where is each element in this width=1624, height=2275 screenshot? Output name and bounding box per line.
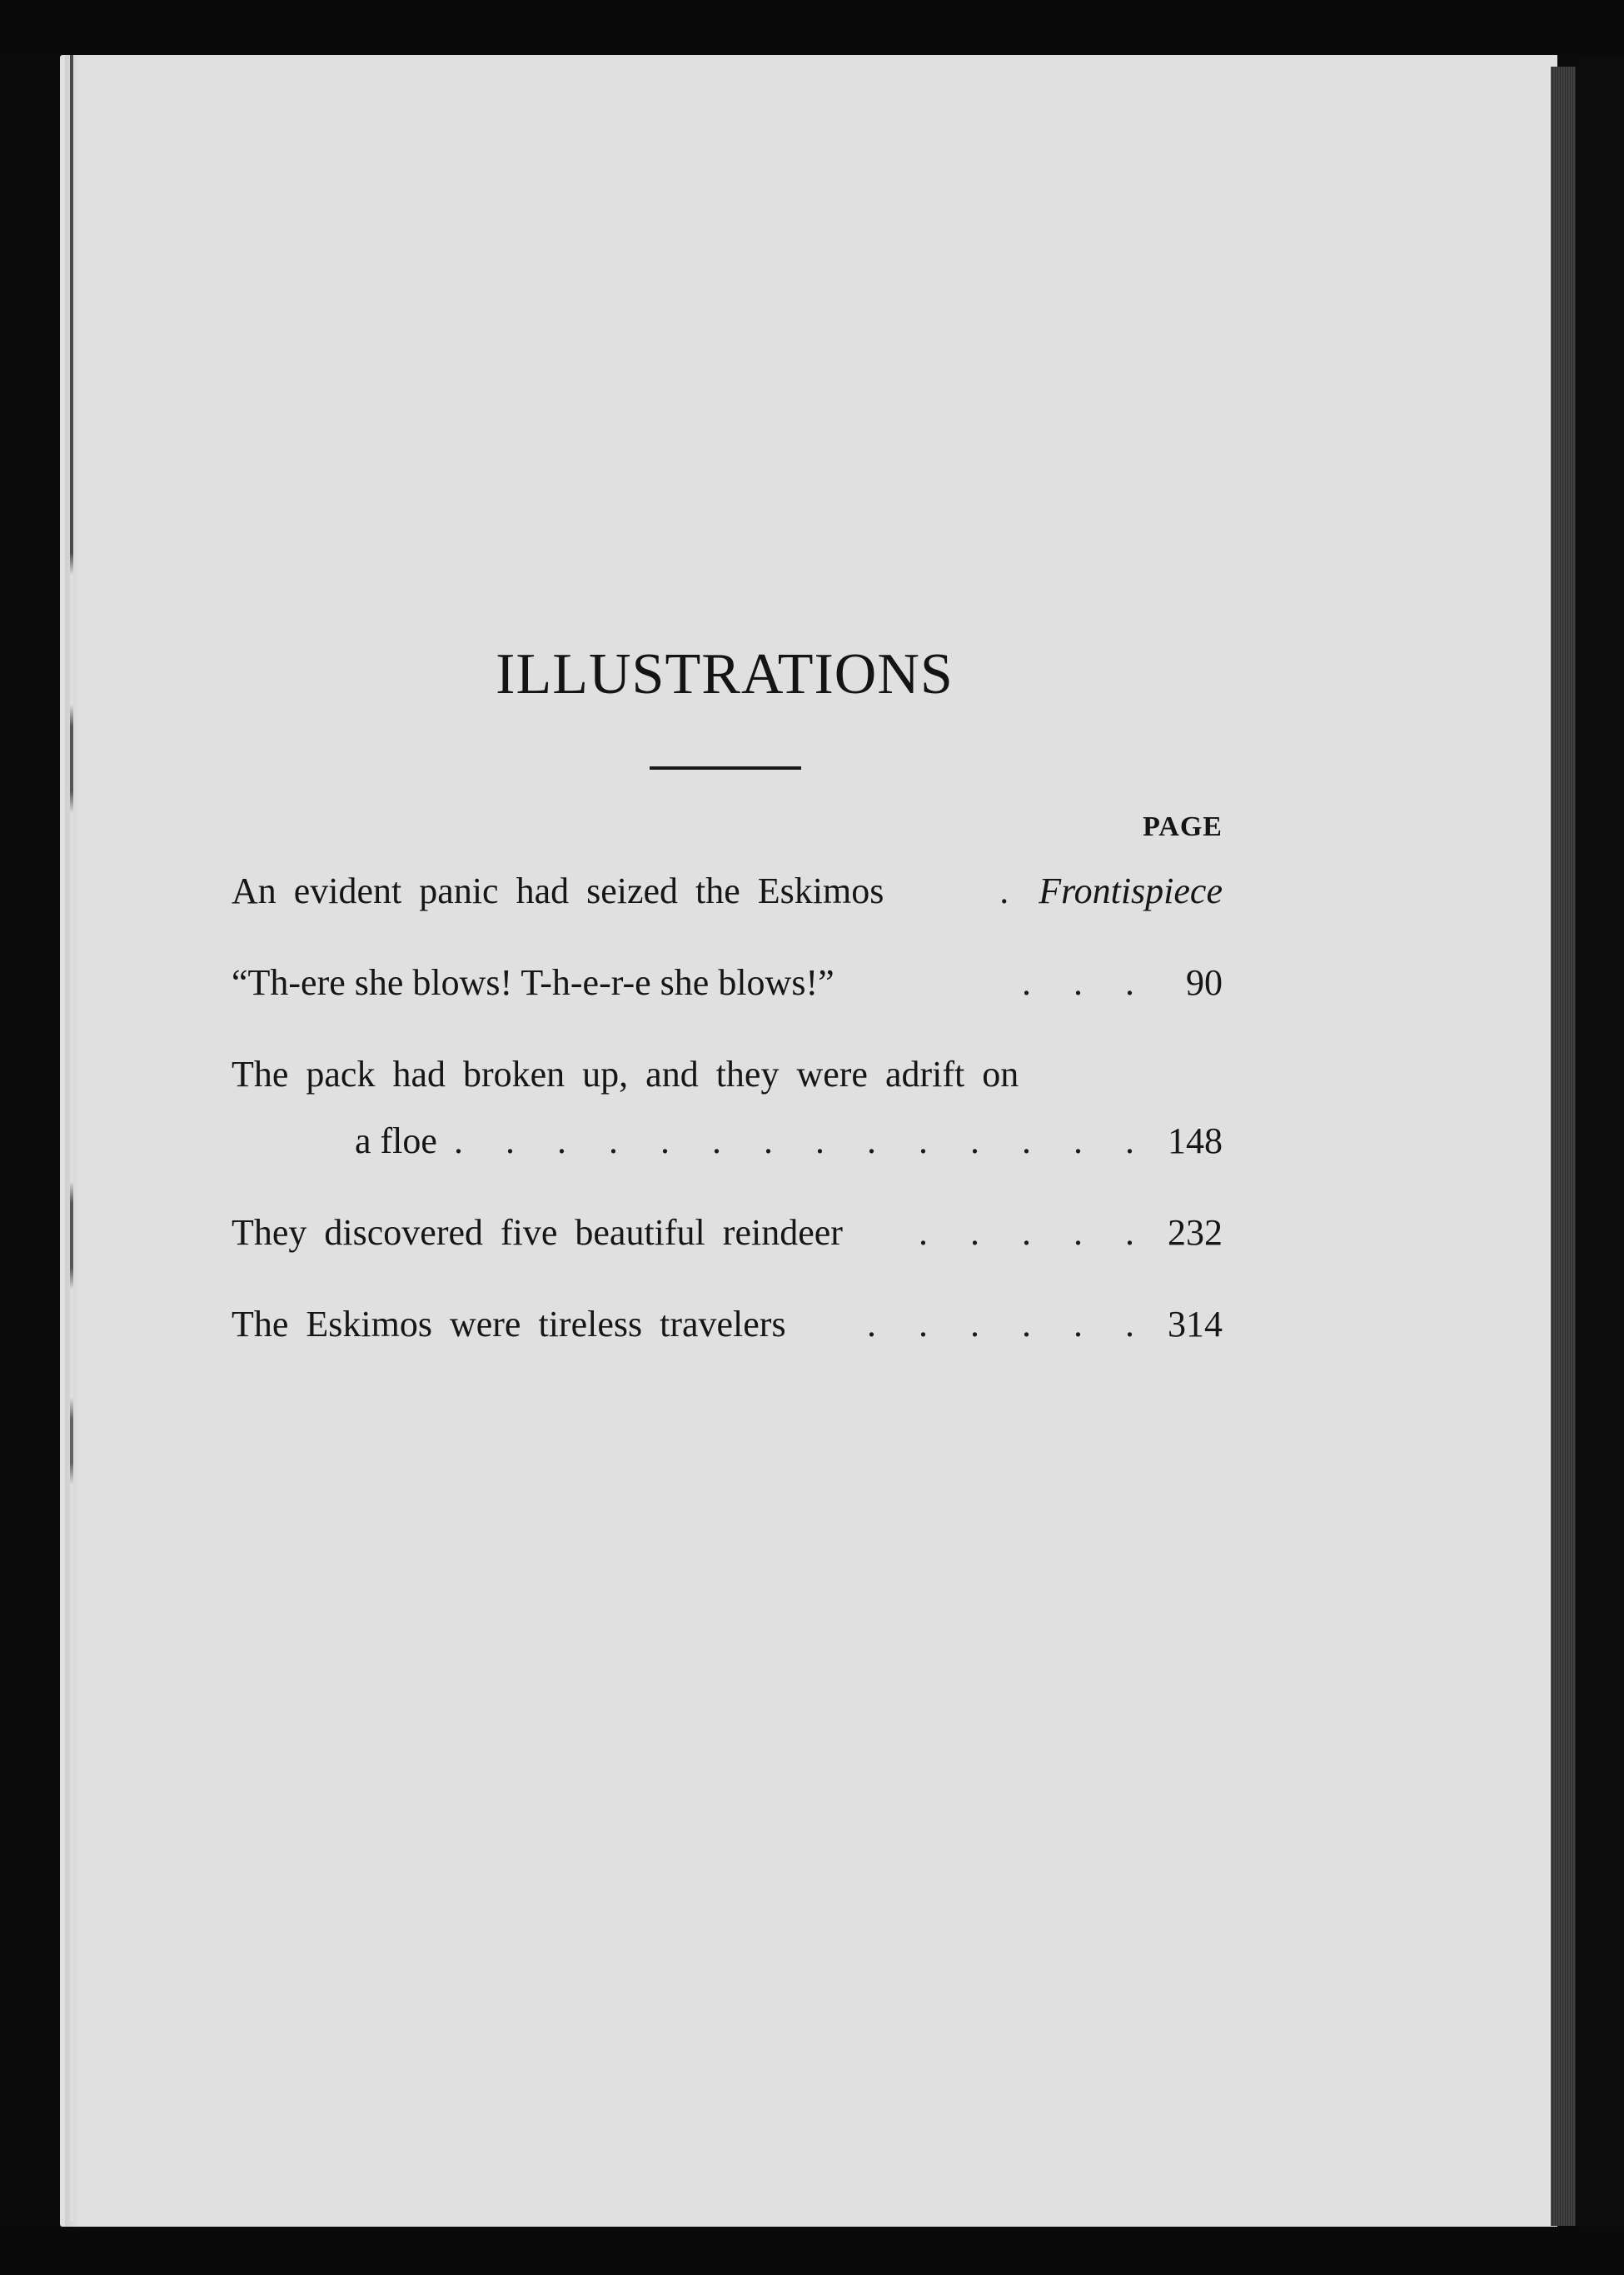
entry-title: They discovered five beautiful reindeer <box>232 1212 843 1253</box>
entry-page: Frontispiece <box>1039 871 1223 911</box>
dot-leader: . <box>999 871 1026 911</box>
list-item <box>232 1041 1223 1108</box>
list-item <box>232 950 1223 1016</box>
scan-background-right <box>1576 55 1624 2227</box>
list-item <box>232 1200 1223 1266</box>
page-column-label: PAGE <box>1143 811 1223 842</box>
dot-leader: . . . . . . . . . . . . . . <box>454 1120 1151 1161</box>
illustrations-list <box>232 858 1223 1358</box>
dot-leader: . . . <box>1022 962 1151 1003</box>
entry-title: The Eskimos were tireless travelers <box>232 1304 786 1345</box>
scan-background-top <box>0 0 1624 57</box>
entry-page: 90 <box>1186 962 1223 1003</box>
page-heading: ILLUSTRATIONS <box>496 642 954 706</box>
page-stack-edge <box>1551 67 1576 2226</box>
entry-title: An evident panic had seized the Eskimos <box>232 871 884 911</box>
list-item <box>232 1291 1223 1358</box>
dot-leader: . . . . . <box>919 1212 1151 1253</box>
entry-title: “Th-ere she blows! T-h-e-r-e she blows!” <box>232 962 834 1003</box>
entry-title: The pack had broken up, and they were adrift on <box>232 1054 1019 1095</box>
scan-background-bottom <box>0 2226 1624 2275</box>
binding-edge <box>70 55 73 2221</box>
list-item <box>232 858 1223 925</box>
heading-rule <box>650 766 801 770</box>
entry-page: 148 <box>1168 1120 1223 1161</box>
list-item-continuation <box>232 1108 1223 1175</box>
dot-leader: . . . . . . <box>867 1304 1151 1345</box>
entry-page: 232 <box>1168 1212 1223 1253</box>
entry-title: a floe <box>355 1120 437 1161</box>
entry-page: 314 <box>1168 1304 1223 1345</box>
